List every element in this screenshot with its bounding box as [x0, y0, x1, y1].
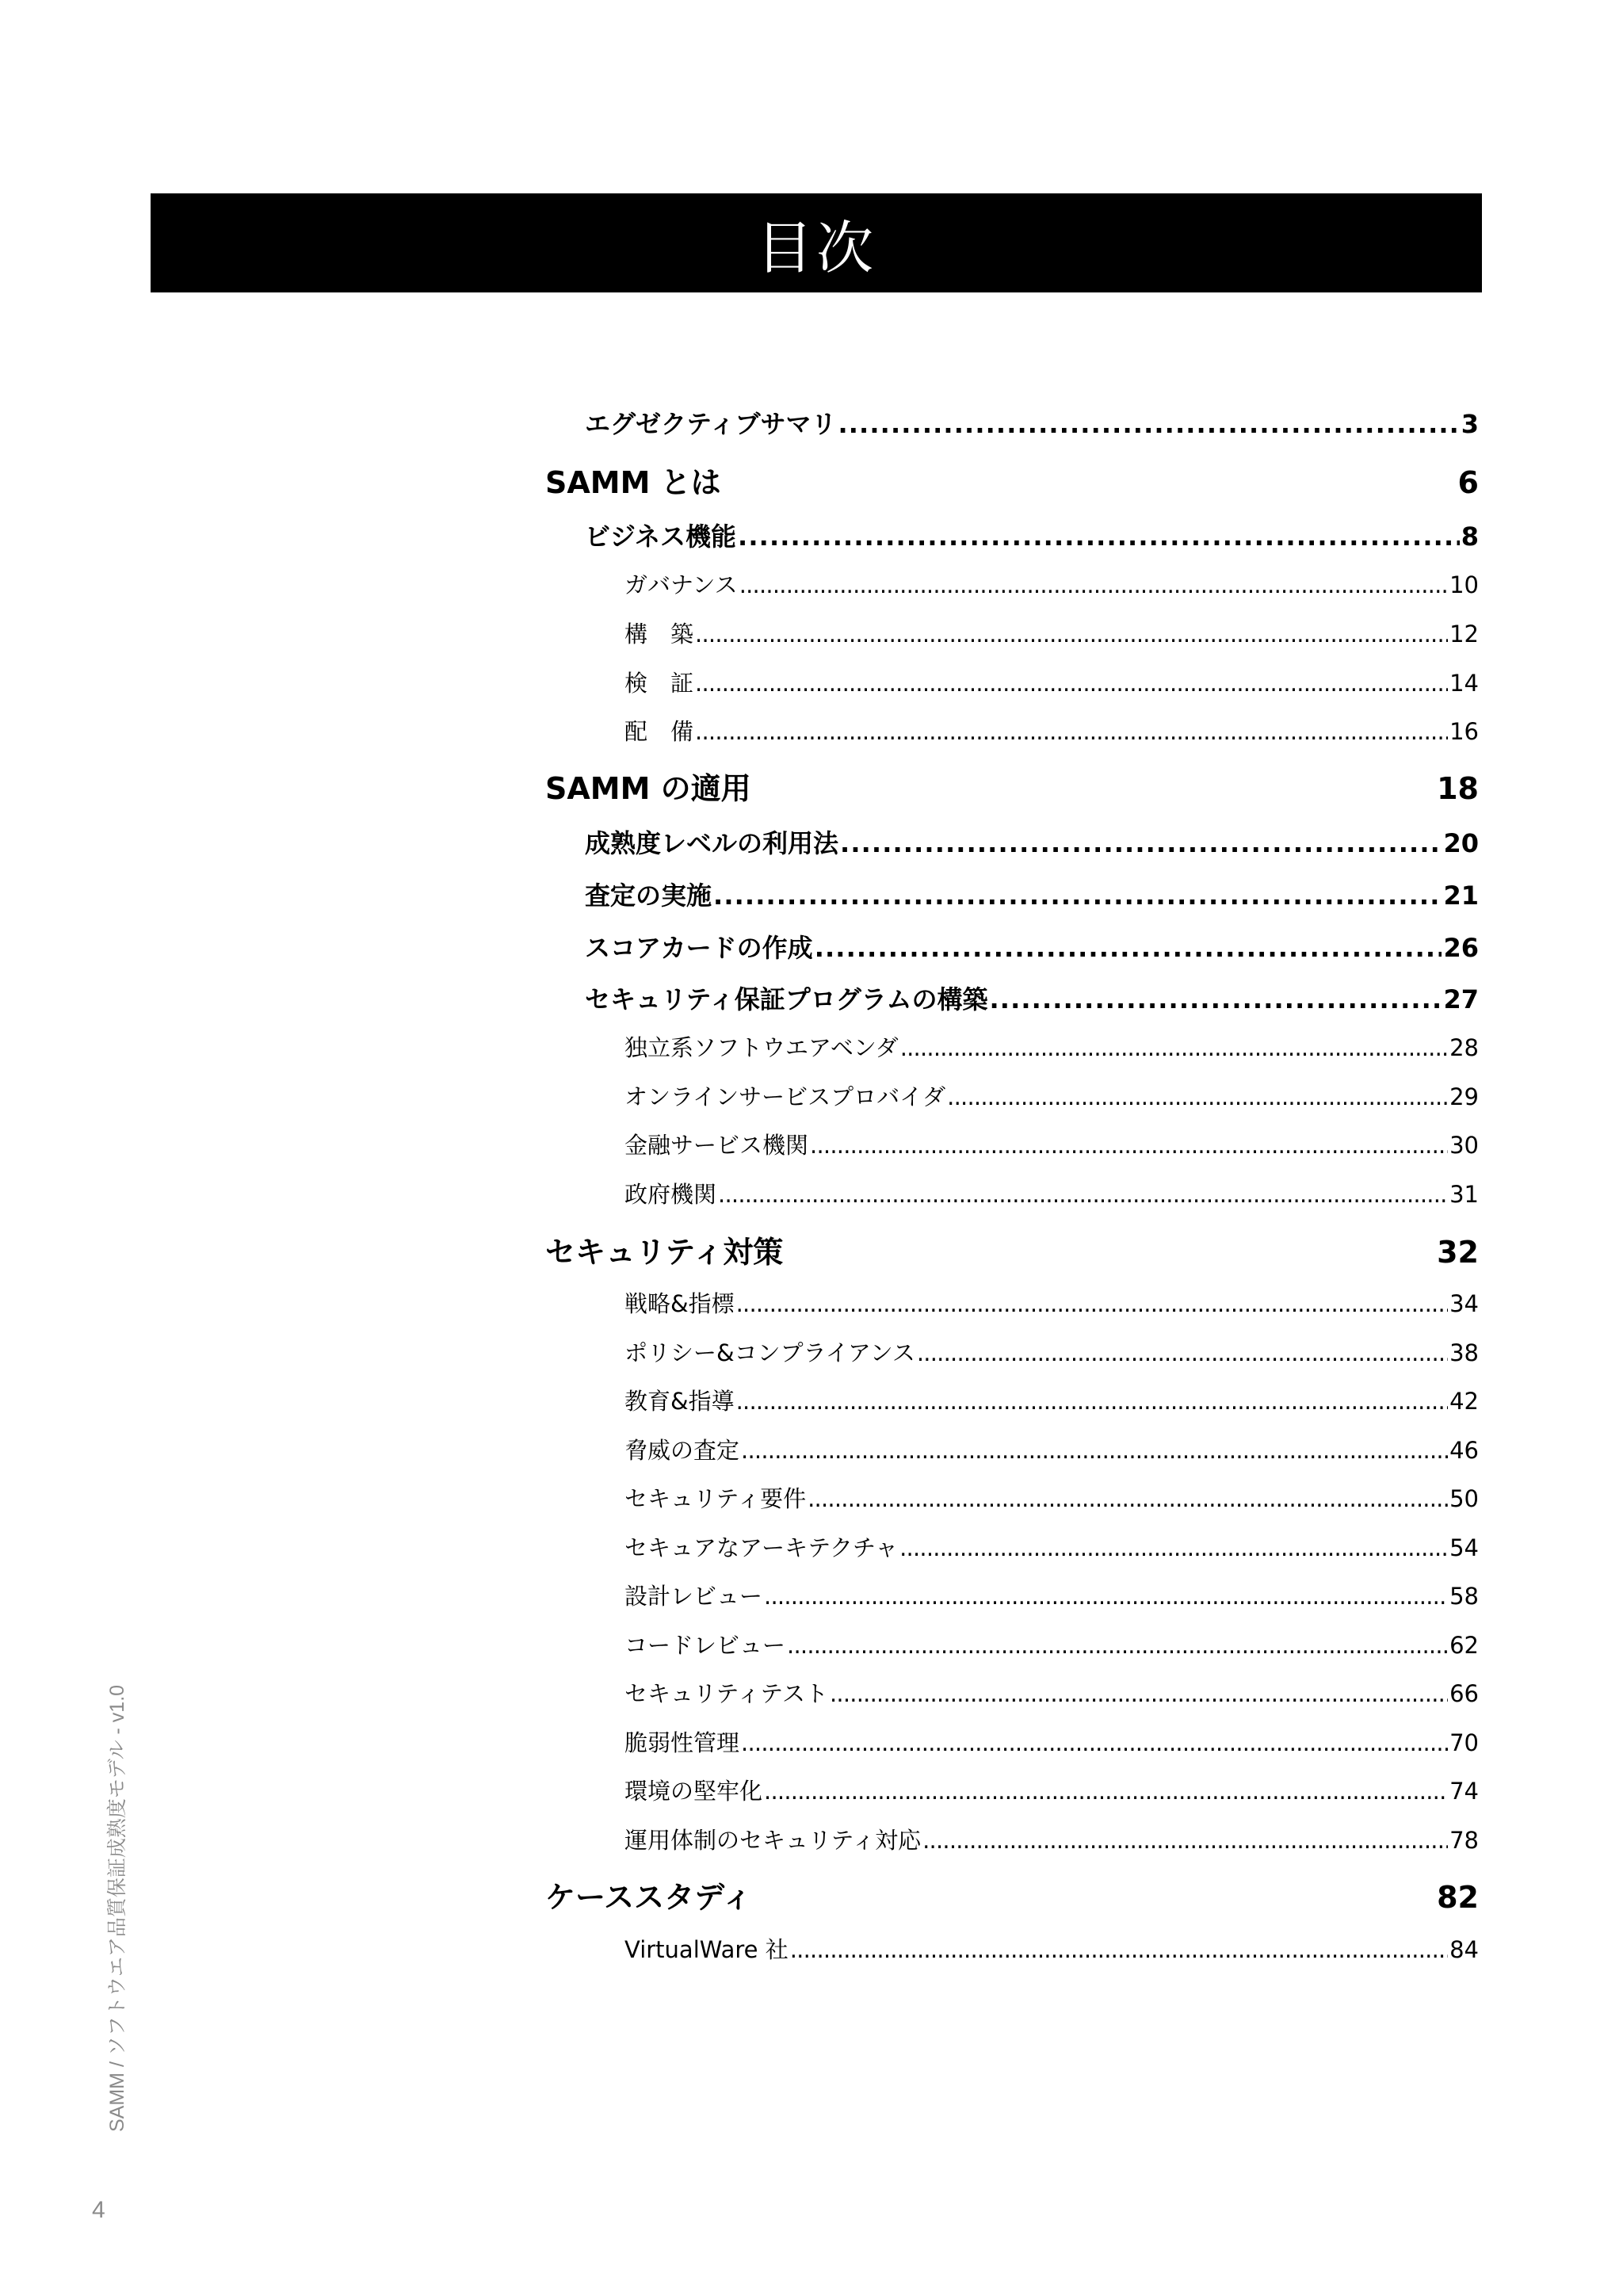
toc-entry-page: 10 [1449, 571, 1479, 598]
toc-entry[interactable] [624, 1177, 1479, 1209]
toc-entry[interactable] [624, 1823, 1479, 1855]
toc-entry-page: 78 [1449, 1827, 1479, 1854]
toc-entry[interactable] [624, 617, 1479, 649]
toc-entry[interactable] [545, 764, 1479, 808]
toc-entry-label: 検 証 [624, 670, 694, 697]
dot-leader [815, 933, 1442, 963]
toc-entry-label: 配 備 [624, 718, 694, 745]
dot-leader [808, 1485, 1448, 1512]
toc-entry-page: 66 [1449, 1680, 1479, 1707]
toc-entry[interactable] [624, 666, 1479, 698]
toc-entry[interactable] [624, 1433, 1479, 1465]
dot-leader [947, 1083, 1448, 1110]
dot-leader [739, 571, 1448, 598]
toc-entry-label: オンラインサービスプロバイダ [624, 1083, 946, 1110]
toc-entry-page: 31 [1449, 1181, 1479, 1208]
toc-entry-label: SAMM とは [545, 465, 721, 500]
toc-entry[interactable] [624, 1932, 1479, 1965]
toc-entry-label: 脅威の査定 [624, 1437, 740, 1464]
toc-entry[interactable] [624, 1676, 1479, 1709]
toc-entry-page: 50 [1449, 1485, 1479, 1512]
toc-entry-page: 16 [1449, 718, 1479, 745]
toc-entry[interactable] [545, 1873, 1479, 1916]
toc-entry-label: セキュリティ保証プログラムの構築 [585, 984, 988, 1014]
toc-entry-page: 18 [1437, 771, 1479, 806]
dot-leader [764, 1778, 1448, 1805]
toc-entry-page: 46 [1449, 1437, 1479, 1464]
toc-entry-label: 独立系ソフトウエアベンダ [624, 1034, 899, 1061]
toc-entry-label: ガバナンス [624, 571, 738, 598]
dot-leader [713, 881, 1442, 911]
toc-entry-label: SAMM の適用 [545, 771, 751, 806]
page-title: 目次 [755, 214, 876, 281]
toc-entry[interactable] [624, 1384, 1479, 1416]
toc-entry-page: 28 [1449, 1034, 1479, 1061]
toc-entry-page: 32 [1437, 1235, 1479, 1270]
toc-entry[interactable] [585, 928, 1479, 965]
toc-entry-label: スコアカードの作成 [585, 933, 813, 963]
toc-entry[interactable] [624, 1530, 1479, 1563]
dot-leader [899, 1534, 1448, 1561]
toc-entry-label: 査定の実施 [585, 881, 712, 911]
dot-leader [736, 1388, 1448, 1415]
toc-entry-page: 6 [1457, 465, 1479, 500]
running-title: SAMM / ソフトウエア品質保証成熟度モデル - v1.0 [106, 1684, 128, 2132]
toc-entry-label: 成熟度レベルの利用法 [585, 828, 839, 858]
toc-entry-page: 12 [1449, 621, 1479, 648]
toc-entry[interactable] [624, 567, 1479, 600]
toc-entry-label: 金融サービス機関 [624, 1132, 809, 1159]
toc-entry-label: 環境の堅牢化 [624, 1778, 763, 1805]
toc-entry[interactable] [585, 980, 1479, 1016]
toc-entry-page: 30 [1449, 1132, 1479, 1159]
dot-leader [695, 621, 1448, 648]
toc-entry-label: VirtualWare 社 [624, 1936, 789, 1963]
toc-entry[interactable] [624, 1628, 1479, 1660]
toc-entry-page: 54 [1449, 1534, 1479, 1561]
dot-leader [695, 718, 1448, 745]
toc-entry-label: コードレビュー [624, 1632, 786, 1659]
toc-entry-page: 82 [1437, 1880, 1479, 1915]
dot-leader [989, 984, 1442, 1014]
toc-entry-label: ビジネス機能 [585, 521, 737, 552]
toc-entry[interactable] [624, 1030, 1479, 1063]
dot-leader [838, 409, 1459, 439]
dot-leader [900, 1034, 1448, 1061]
toc-entry-page: 84 [1449, 1936, 1479, 1963]
dot-leader [718, 1181, 1448, 1208]
toc-entry-page: 14 [1449, 670, 1479, 697]
dot-leader [810, 1132, 1448, 1159]
toc-entry[interactable] [585, 876, 1479, 912]
dot-leader [922, 1827, 1448, 1854]
toc-entry-label: セキュリティ要件 [624, 1485, 807, 1512]
toc-entry[interactable] [624, 1481, 1479, 1514]
toc-entry-page: 27 [1443, 984, 1479, 1014]
dot-leader [830, 1680, 1448, 1707]
toc-entry-label: ポリシー&コンプライアンス [624, 1339, 915, 1366]
toc-entry-page: 38 [1449, 1339, 1479, 1366]
toc-entry-page: 58 [1449, 1583, 1479, 1610]
dot-leader [741, 1729, 1448, 1756]
toc-entry[interactable] [585, 823, 1479, 860]
toc-entry-page: 62 [1449, 1632, 1479, 1659]
page-number: 4 [92, 2197, 105, 2223]
toc-entry[interactable] [624, 1079, 1479, 1112]
toc-entry-page: 8 [1461, 521, 1479, 552]
toc-entry-label: 教育&指導 [624, 1388, 735, 1415]
dot-leader [840, 828, 1442, 858]
toc-entry-page: 29 [1449, 1083, 1479, 1110]
toc-entry[interactable] [545, 458, 1479, 502]
toc-entry-label: エグゼクティブサマリ [585, 409, 837, 439]
dot-leader [917, 1339, 1448, 1366]
toc-entry-label: セキュリティ対策 [545, 1235, 784, 1270]
dot-leader [738, 521, 1460, 552]
toc-entry-page: 70 [1449, 1729, 1479, 1756]
toc-entry-label: ケーススタディ [545, 1880, 753, 1915]
toc-entry-label: 設計レビュー [624, 1583, 763, 1610]
dot-leader [787, 1632, 1448, 1659]
toc-entry[interactable] [585, 404, 1479, 441]
toc-entry-page: 20 [1443, 828, 1479, 858]
toc-entry[interactable] [624, 714, 1479, 747]
toc-entry-label: 政府機関 [624, 1181, 717, 1208]
toc-entry[interactable] [585, 517, 1479, 553]
toc-entry-page: 3 [1461, 409, 1479, 439]
toc-entry-page: 74 [1449, 1778, 1479, 1805]
dot-leader [695, 670, 1448, 697]
toc-entry-label: 脆弱性管理 [624, 1729, 740, 1756]
toc-title-banner [151, 193, 1482, 292]
toc-entry[interactable] [624, 1725, 1479, 1758]
dot-leader [764, 1583, 1448, 1610]
toc-entry-label: 戦略&指標 [624, 1290, 735, 1317]
toc-entry-page: 26 [1443, 933, 1479, 963]
dot-leader [736, 1290, 1448, 1317]
toc-entry[interactable] [624, 1128, 1479, 1160]
toc-entry-label: 構 築 [624, 621, 694, 648]
toc-entry-page: 42 [1449, 1388, 1479, 1415]
toc-entry[interactable] [624, 1774, 1479, 1806]
toc-entry[interactable] [624, 1335, 1479, 1368]
toc-entry-page: 34 [1449, 1290, 1479, 1317]
toc-entry-label: 運用体制のセキュリティ対応 [624, 1827, 922, 1854]
toc-entry-label: セキュリティテスト [624, 1680, 828, 1707]
dot-leader [741, 1437, 1448, 1464]
toc-entry[interactable] [624, 1579, 1479, 1611]
toc-entry[interactable] [545, 1228, 1479, 1271]
toc-entry[interactable] [624, 1286, 1479, 1319]
toc-entry-page: 21 [1443, 881, 1479, 911]
dot-leader [790, 1936, 1448, 1963]
toc-entry-label: セキュアなアーキテクチャ [624, 1534, 899, 1561]
